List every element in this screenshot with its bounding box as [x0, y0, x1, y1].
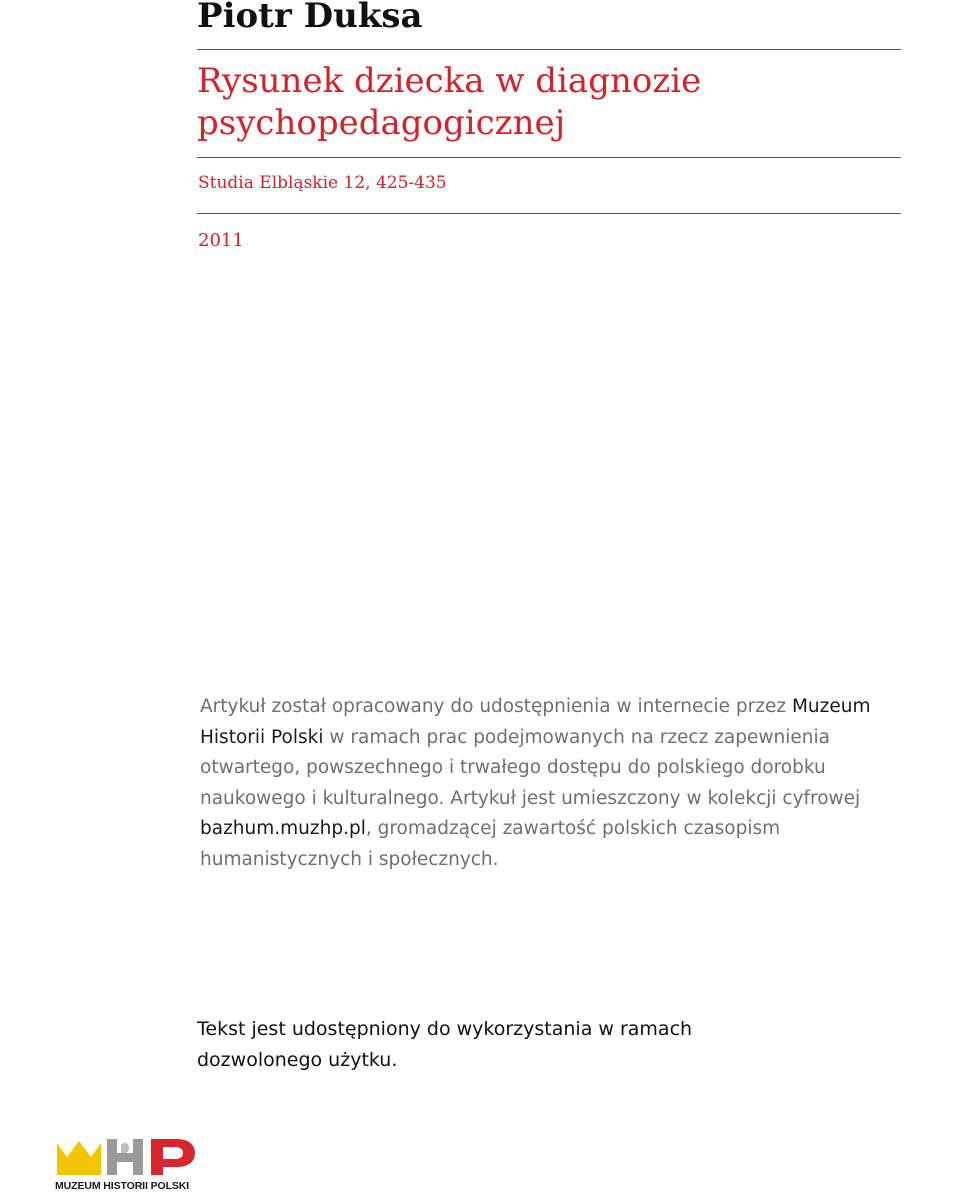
notice-text: , gromadzącej zawartość polskich czasopism humanistycznych i społecznych. [200, 818, 781, 870]
institution-name: Muzeum Historii Polski [200, 696, 871, 748]
divider-rule [197, 49, 901, 50]
logo-yellow-m-shape [57, 1141, 101, 1175]
notice-text: w ramach prac podejmowanych na rzecz zapewnienia otwartego, powszechnego i trwałego dostępu do polskiego dorobku naukowego i kulturalnego. Artykuł jest umieszczony w kolekcji cyfrowej [200, 726, 861, 809]
notice-text: Artykuł został opracowany do udostępnienia w internecie przez [200, 696, 792, 717]
logo-red-p-shape [151, 1139, 195, 1175]
article-title: Rysunek dziecka w diagnozie psychopedagogicznej [197, 61, 702, 143]
publication-year: 2011 [198, 230, 244, 251]
museum-logo-label: MUZEUM HISTORII POLSKI [55, 1180, 190, 1192]
license-statement: Tekst jest udostępniony do wykorzystania w ramach dozwolonego użytku. [197, 1018, 693, 1071]
museum-logo-mark [55, 1135, 205, 1179]
availability-notice [200, 692, 920, 875]
author-name: Piotr Duksa [197, 0, 423, 36]
museum-logo [55, 1135, 205, 1195]
divider-rule [197, 213, 901, 214]
logo-gray-figure-shape [121, 1143, 129, 1153]
divider-rule [197, 157, 901, 158]
collection-link[interactable]: bazhum.muzhp.pl [200, 818, 366, 839]
journal-citation: Studia Elbląskie 12, 425-435 [198, 173, 447, 193]
